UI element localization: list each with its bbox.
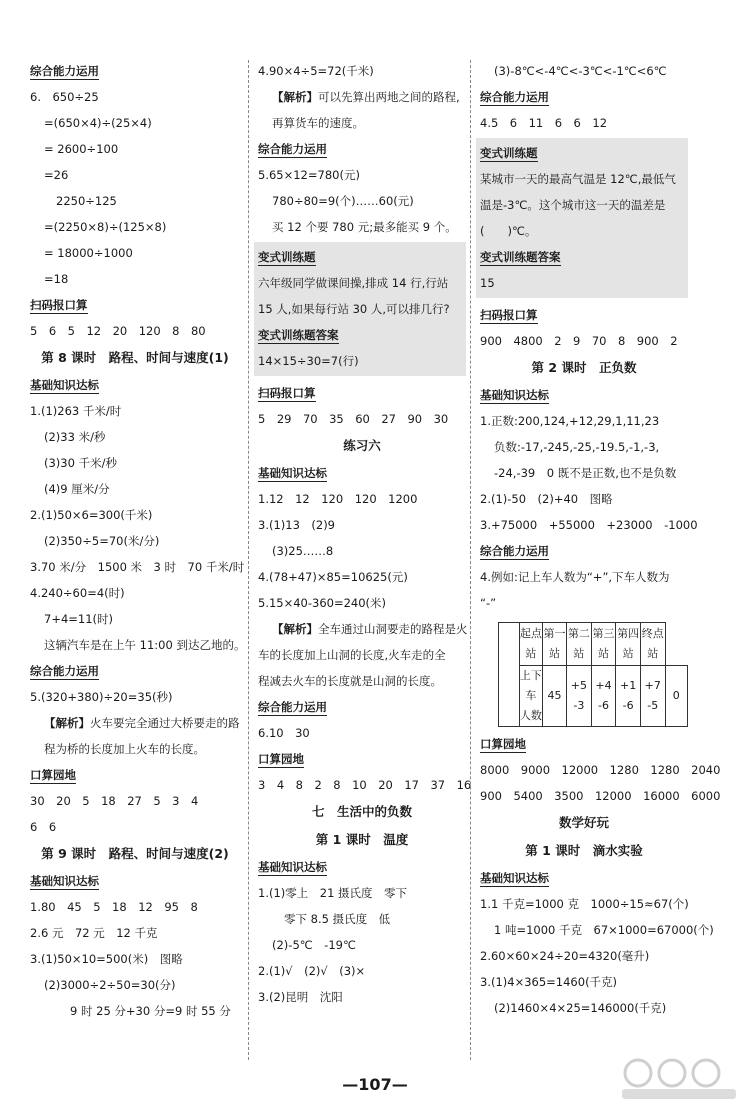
answer-line: (3)30 千米/秒 bbox=[44, 456, 117, 470]
section-heading: 基础知识达标 bbox=[30, 378, 99, 392]
answer-line: (2)-5℃ -19℃ bbox=[272, 938, 356, 952]
answer-line: 这辆汽车是在上午 11:00 到达乙地的。 bbox=[44, 638, 246, 652]
table-header-cell: 第二 站 bbox=[567, 623, 592, 666]
answer-line: 3.(1)50×10=500(米) 图略 bbox=[30, 952, 183, 966]
table-header-cell: 起点 站 bbox=[519, 623, 542, 666]
answer-line: 六年级同学做课间操,排成 14 行,行站 bbox=[258, 276, 449, 290]
section-heading: 综合能力运用 bbox=[30, 664, 99, 678]
answer-line: 3.(1)13 (2)9 bbox=[258, 518, 336, 532]
answer-line: 4.(78+47)×85=10625(元) bbox=[258, 570, 408, 584]
answer-line: (2)3000÷2÷50=30(分) bbox=[44, 978, 176, 992]
explanation: 程减去火车的长度就是山洞的长度。 bbox=[258, 674, 442, 688]
section-heading: 基础知识达标 bbox=[480, 871, 549, 885]
table-cell: 45 bbox=[543, 666, 567, 727]
table-header-cell: 第一 站 bbox=[543, 623, 567, 666]
answer-line: 某城市一天的最高气温是 12℃,最低气 bbox=[480, 172, 676, 186]
answer-line: 5.(320+380)÷20=35(秒) bbox=[30, 690, 173, 704]
answer-line: 8000 9000 12000 1280 1280 2040 bbox=[480, 763, 721, 777]
answer-line: ( )℃。 bbox=[480, 224, 537, 238]
answer-line: 900 5400 3500 12000 16000 6000 bbox=[480, 789, 721, 803]
section-heading: 基础知识达标 bbox=[258, 466, 327, 480]
answer-line: 2.(1)50×6=300(千米) bbox=[30, 508, 153, 522]
answer-line: = 2600÷100 bbox=[44, 142, 119, 156]
answer-line: 14×15÷30=7(行) bbox=[258, 354, 359, 368]
answer-line: 温是-3℃。这个城市这一天的温差是 bbox=[480, 198, 666, 212]
answer-line: 780÷80=9(个)……60(元) bbox=[272, 194, 414, 208]
section-heading: 综合能力运用 bbox=[480, 90, 549, 104]
answer-line: =26 bbox=[44, 168, 69, 182]
explanation bbox=[30, 710, 240, 736]
table-header-cell: 终点 站 bbox=[640, 623, 665, 666]
answer-line: (2)1460×4×25=146000(千克) bbox=[494, 1001, 667, 1015]
watermark-logo bbox=[614, 1055, 744, 1103]
section-heading: 口算园地 bbox=[480, 737, 526, 751]
passenger-table bbox=[498, 622, 688, 727]
section-heading: 变式训练题 bbox=[480, 146, 538, 160]
section-heading: 基础知识达标 bbox=[258, 860, 327, 874]
answer-line: 1.80 45 5 18 12 95 8 bbox=[30, 900, 198, 914]
table-cell: 0 bbox=[665, 666, 687, 727]
section-heading: 综合能力运用 bbox=[258, 142, 327, 156]
column-divider-1 bbox=[248, 60, 249, 1060]
answer-line: (2)33 米/秒 bbox=[44, 430, 106, 444]
answer-line: 3.70 米/分 1500 米 3 时 70 千米/时 bbox=[30, 560, 245, 574]
answer-line: 3.(2)昆明 沈阳 bbox=[258, 990, 343, 1004]
lesson-title: 第 1 课时 滴水实验 bbox=[525, 843, 643, 858]
answer-line: 5 29 70 35 60 27 90 30 bbox=[258, 412, 449, 426]
answer-line: 1.(1)零上 21 摄氏度 零下 bbox=[258, 886, 408, 900]
right-column bbox=[480, 58, 721, 1021]
explanation-label: 【解析】 bbox=[272, 622, 318, 636]
section-heading: 变式训练题答案 bbox=[480, 250, 561, 264]
table-header-cell: 第四 站 bbox=[616, 623, 641, 666]
section-heading: 综合能力运用 bbox=[30, 64, 99, 78]
answer-line: 2.(1)-50 (2)+40 图略 bbox=[480, 492, 613, 506]
answer-line: (2)350÷5=70(米/分) bbox=[44, 534, 160, 548]
answer-line: (3)-8℃<-4℃<-3℃<-1℃<6℃ bbox=[494, 64, 667, 78]
answer-line: -24,-39 0 既不是正数,也不是负数 bbox=[494, 466, 677, 480]
section-heading: 口算园地 bbox=[30, 768, 76, 782]
table-cell: +4 -6 bbox=[591, 666, 616, 727]
answer-line: 6 6 bbox=[30, 820, 57, 834]
explanation-text: 可以先算出两地之间的路程, bbox=[318, 90, 460, 104]
table-cell: +1 -6 bbox=[616, 666, 641, 727]
table-header-cell: 第三 站 bbox=[591, 623, 616, 666]
column-divider-2 bbox=[470, 60, 471, 1060]
answer-line: 4.5 6 11 6 6 12 bbox=[480, 116, 608, 130]
answer-line: 900 4800 2 9 70 8 900 2 bbox=[480, 334, 678, 348]
answer-line: 6. 650÷25 bbox=[30, 90, 99, 104]
answer-line: 15 bbox=[480, 276, 495, 290]
section-heading: 综合能力运用 bbox=[480, 544, 549, 558]
answer-line: (3)25……8 bbox=[272, 544, 334, 558]
variant-exercise-box bbox=[476, 138, 688, 298]
answer-line: =(2250×8)÷(125×8) bbox=[44, 220, 167, 234]
answer-line: 2.6 元 72 元 12 千克 bbox=[30, 926, 158, 940]
table-cell: +7 -5 bbox=[640, 666, 665, 727]
answer-line: = 18000÷1000 bbox=[44, 246, 133, 260]
answer-line: 9 时 25 分+30 分=9 时 55 分 bbox=[70, 1004, 231, 1018]
answer-line: 5.15×40-360=240(米) bbox=[258, 596, 387, 610]
answer-line: 5.65×12=780(元) bbox=[258, 168, 360, 182]
answer-line: 3.(1)4×365=1460(千克) bbox=[480, 975, 618, 989]
answer-line: 3 4 8 2 8 10 20 17 37 16 bbox=[258, 778, 472, 792]
lesson-title: 第 1 课时 温度 bbox=[315, 832, 409, 847]
answer-line: 2250÷125 bbox=[56, 194, 117, 208]
lesson-title: 第 2 课时 正负数 bbox=[531, 360, 637, 375]
page-number: —107— bbox=[342, 1075, 408, 1094]
middle-column bbox=[258, 58, 472, 1010]
explanation: 程为桥的长度加上火车的长度。 bbox=[44, 742, 205, 756]
answer-line: 3.+75000 +55000 +23000 -1000 bbox=[480, 518, 698, 532]
explanation-text: 火车要完全通过大桥要走的路 bbox=[90, 716, 240, 730]
answer-line: 1.12 12 120 120 1200 bbox=[258, 492, 418, 506]
explanation: 再算货车的速度。 bbox=[272, 116, 364, 130]
section-heading: 口算园地 bbox=[258, 752, 304, 766]
answer-line: 4.90×4÷5=72(千米) bbox=[258, 64, 374, 78]
answer-line: 30 20 5 18 27 5 3 4 bbox=[30, 794, 199, 808]
lesson-title: 第 8 课时 路程、时间与速度(1) bbox=[41, 350, 229, 365]
exercise-title: 练习六 bbox=[343, 438, 381, 453]
answer-line: 1.正数:200,124,+12,29,1,11,23 bbox=[480, 414, 660, 428]
explanation bbox=[258, 616, 466, 642]
explanation: 车的长度加上山洞的长度,火车走的全 bbox=[258, 648, 446, 662]
variant-exercise-box bbox=[254, 242, 466, 376]
answer-line: =(650×4)÷(25×4) bbox=[44, 116, 152, 130]
explanation-label: 【解析】 bbox=[44, 716, 90, 730]
answer-line: 6.10 30 bbox=[258, 726, 310, 740]
answer-line: “-” bbox=[480, 596, 497, 610]
answer-line: 负数:-17,-245,-25,-19.5,-1,-3, bbox=[494, 440, 660, 454]
section-heading: 综合能力运用 bbox=[258, 700, 327, 714]
answer-line: 2.(1)√ (2)√ (3)× bbox=[258, 964, 366, 978]
explanation-label: 【解析】 bbox=[272, 90, 318, 104]
table-cell: +5 -3 bbox=[567, 666, 592, 727]
answer-line: 7+4=11(时) bbox=[44, 612, 114, 626]
answer-line: 4.240÷60=4(时) bbox=[30, 586, 125, 600]
table-row-label: 上下车 人数 bbox=[519, 666, 542, 727]
unit-title: 七 生活中的负数 bbox=[311, 804, 412, 819]
explanation-text: 全车通过山洞要走的路程是火 bbox=[318, 622, 468, 636]
answer-line: 买 12 个要 780 元;最多能买 9 个。 bbox=[272, 220, 457, 234]
explanation bbox=[258, 84, 466, 110]
section-heading: 变式训练题 bbox=[258, 250, 316, 264]
unit-title: 数学好玩 bbox=[558, 815, 609, 830]
left-column bbox=[30, 58, 246, 1024]
answer-line: 1.(1)263 千米/时 bbox=[30, 404, 122, 418]
lesson-title: 第 9 课时 路程、时间与速度(2) bbox=[41, 846, 229, 861]
answer-line: =18 bbox=[44, 272, 69, 286]
section-heading: 基础知识达标 bbox=[30, 874, 99, 888]
answer-line: 15 人,如果每行站 30 人,可以排几行? bbox=[258, 302, 450, 316]
answer-line: 1.1 千克=1000 克 1000÷15≈67(个) bbox=[480, 897, 689, 911]
table-corner-cell bbox=[499, 623, 520, 727]
section-heading: 扫码报口算 bbox=[30, 298, 88, 312]
answer-line: 1 吨=1000 千克 67×1000=67000(个) bbox=[494, 923, 714, 937]
answer-line: 5 6 5 12 20 120 8 80 bbox=[30, 324, 206, 338]
answer-line: (4)9 厘米/分 bbox=[44, 482, 110, 496]
answer-line: 零下 8.5 摄氏度 低 bbox=[284, 912, 391, 926]
answer-line: 2.60×60×24÷20=4320(毫升) bbox=[480, 949, 650, 963]
section-heading: 扫码报口算 bbox=[480, 308, 538, 322]
section-heading: 变式训练题答案 bbox=[258, 328, 339, 342]
answer-line: 4.例如:记上车人数为“+”,下车人数为 bbox=[480, 570, 670, 584]
section-heading: 扫码报口算 bbox=[258, 386, 316, 400]
section-heading: 基础知识达标 bbox=[480, 388, 549, 402]
